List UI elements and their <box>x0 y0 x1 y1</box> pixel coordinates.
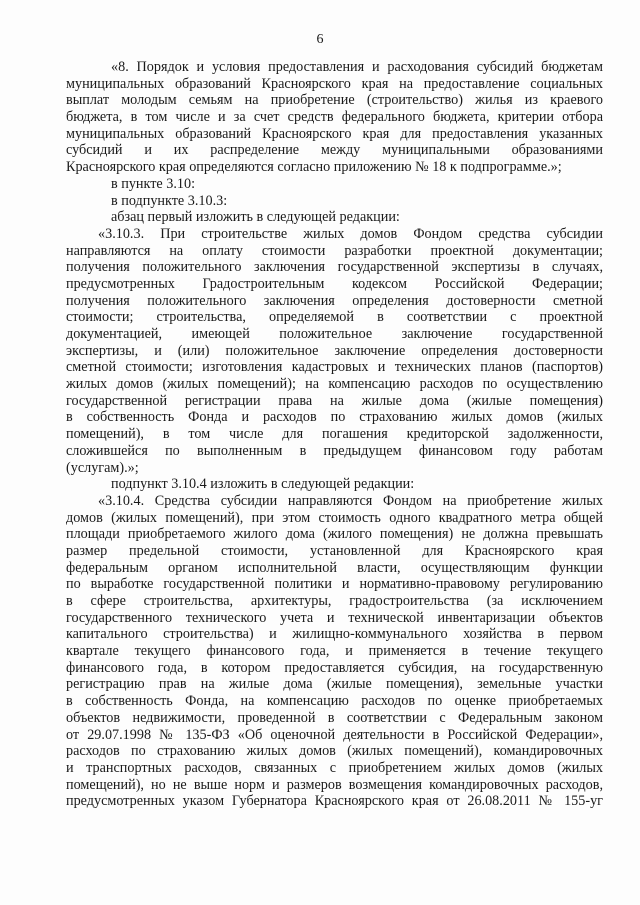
text-line: получения положительного заключения определения достоверности сметной <box>66 292 603 309</box>
text-line: «3.10.4. Средства субсидии направляются Фондом на приобретение жилых <box>98 492 603 509</box>
text-line: финансового года, в котором предоставляется субсидия, на государственную <box>66 659 603 676</box>
text-line: и транспортных расходов, связанных с приобретением жилых домов (жилых <box>66 759 603 776</box>
text-line: в сфере строительства, архитектуры, градостроительства (за исключением <box>66 593 603 609</box>
text-line: получения положительного заключения государственной экспертизы в случаях, <box>66 259 603 276</box>
text-line: «3.10.3. При строительстве жилых домов Фондом средства субсидии <box>98 225 603 242</box>
text-line: «8. Порядок и условия предоставления и расходования субсидий бюджетам <box>111 59 603 75</box>
text-line: государственного технического учета и технической инвентаризации объектов <box>66 609 603 626</box>
text-line: размер предельной стоимости, установленной для Красноярского края <box>66 542 603 559</box>
text-line: регистрацию прав на жилые дома (жилые помещения), земельные участки <box>66 676 603 693</box>
text-line: в подпункте 3.10.3: <box>111 192 228 209</box>
text-line: муниципальных образований Красноярского края на предоставление социальных <box>66 75 603 92</box>
text-line: квартале текущего финансового года, и применяется в течение текущего <box>66 643 603 660</box>
text-line: муниципальных образований Красноярского края для предоставления указанных <box>66 125 603 142</box>
text-line: подпункт 3.10.4 изложить в следующей редакции: <box>111 476 415 493</box>
text-line: сложившейся по выполненным в предыдущем финансовом году работам <box>66 442 603 459</box>
text-line: предусмотренных Градостроительным кодексом Российской Федерации; <box>66 275 603 292</box>
document-body <box>66 59 603 810</box>
text-line: (услугам).»; <box>66 459 139 476</box>
text-line: от 29.07.1998 № 135-ФЗ «Об оценочной деятельности в Российской Федерации», <box>66 726 603 743</box>
text-line: документацией, имеющей положительное заключение государственной <box>66 326 603 342</box>
text-line: выплат молодым семьям на приобретение (строительство) жилья из краевого <box>66 92 603 109</box>
text-line: в пункте 3.10: <box>111 175 196 192</box>
text-line: стоимости; строительства, определяемой в соответствии с проектной <box>66 309 603 326</box>
text-line: предусмотренных указом Губернатора Красноярского края от 26.08.2011 № 155-уг <box>66 793 603 810</box>
text-line: в собственность Фонда, на компенсацию расходов по оценке приобретаемых <box>66 693 603 710</box>
text-line: субсидий и их распределение между муниципальными образованиями <box>66 142 603 159</box>
text-line: объектов недвижимости, проведенной в соответствии с Федеральным законом <box>66 709 603 726</box>
text-line: экспертизы, и (или) положительное заключение определения достоверности <box>66 342 603 359</box>
text-line: жилых домов (жилых помещений); на компенсацию расходов по осуществлению <box>66 376 603 393</box>
text-line: в собственность Фонда и расходов по страхованию жилых домов (жилых <box>66 409 603 426</box>
text-line: помещений), в том числе для погашения кредиторской задолженности, <box>66 426 603 443</box>
text-line: расходов по страхованию жилых домов (жилых помещений), командировочных <box>66 743 603 760</box>
text-line: площади приобретаемого жилого дома (жилого помещения) не должна превышать <box>66 526 603 543</box>
text-line: капитального строительства) и жилищно-коммунального хозяйства в первом <box>66 626 603 643</box>
text-line: сметной стоимости; изготовления кадастровых и технических планов (паспортов) <box>66 359 603 376</box>
text-line: помещений), но не выше норм и размеров возмещения командировочных расходов, <box>66 776 603 793</box>
text-line: Красноярского края определяются согласно приложению № 18 к подпрограмме.»; <box>66 159 562 176</box>
text-line: по выработке государственной политики и нормативно-правовому регулированию <box>66 576 603 593</box>
text-line: домов (жилых помещений), при этом стоимость одного квадратного метра общей <box>66 509 603 526</box>
text-line: государственной регистрации права на жилые дома (жилые помещения) <box>66 392 603 409</box>
page-number: 6 <box>316 32 324 47</box>
text-line: направляются на оплату стоимости разработки проектной документации; <box>66 242 603 259</box>
text-line: абзац первый изложить в следующей редакции: <box>111 209 400 226</box>
text-line: бюджета, в том числе и за счет средств федерального бюджета, критерии отбора <box>66 109 603 126</box>
text-line: федеральным органом исполнительной власти, осуществляющим функции <box>66 559 603 576</box>
